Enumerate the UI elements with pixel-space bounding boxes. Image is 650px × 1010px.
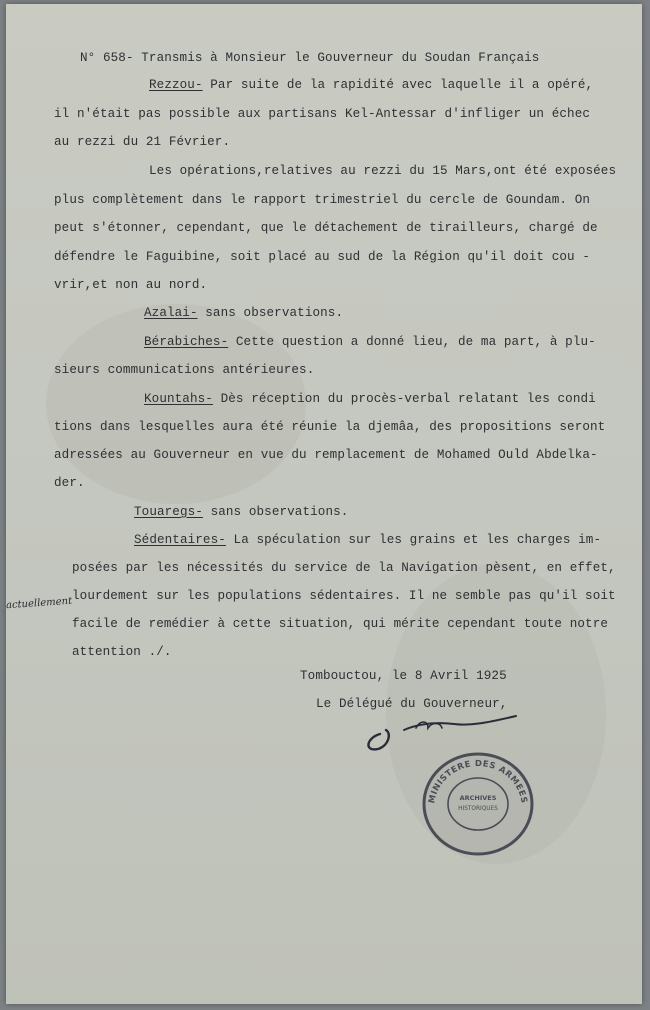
text-line: Par suite de la rapidité avec laquelle il a opéré, [202, 78, 594, 92]
signatory-title: Le Délégué du Gouverneur, [316, 697, 508, 711]
text-line: La spéculation sur les grains et les charges im- [225, 533, 602, 547]
text-line: facile de remédier à cette situation, qui mérite cependant toute notre [72, 617, 609, 631]
section-heading: Sédentaires- [134, 533, 226, 547]
section-kountahs [144, 392, 596, 406]
svg-text:ARCHIVES: ARCHIVES [459, 794, 497, 802]
document-page [6, 4, 642, 1004]
section-sedentaires [134, 533, 601, 547]
section-berabiches [144, 335, 596, 349]
text-line: il n'était pas possible aux partisans Kel-Antessar d'infliger un échec [54, 107, 591, 121]
text-line: lourdement sur les populations sédentaires. Il ne semble pas qu'il soit [72, 589, 616, 603]
place-date: Tombouctou, le 8 Avril 1925 [300, 669, 507, 683]
text-line: défendre le Faguibine, soit placé au sud de la Région qu'il doit cou - [54, 250, 591, 264]
text-line: Cette question a donné lieu, de ma part, à plu- [228, 335, 596, 349]
text-line: tions dans lesquelles aura été réunie la djemâa, des propositions seront [54, 420, 606, 434]
archive-stamp [418, 748, 538, 860]
section-heading: Azalai- [144, 306, 198, 320]
svg-text:MINISTERE DES ARMEES: MINISTERE DES ARMEES [427, 758, 529, 805]
text-line: au rezzi du 21 Février. [54, 135, 231, 149]
text-line: adressées au Gouverneur en vue du remplacement de Mohamed Ould Abdelka- [54, 448, 598, 462]
text-line: der. [54, 476, 85, 490]
text-line: Les opérations,relatives au rezzi du 15 Mars,ont été exposées [149, 164, 617, 178]
text-line: posées par les nécessités du service de la Navigation pèsent, en effet, [72, 561, 616, 575]
text-line: sans observations. [197, 306, 344, 320]
text-line: peut s'étonner, cependant, que le détachement de tirailleurs, chargé de [54, 221, 598, 235]
text-line: attention ./. [72, 645, 172, 659]
margin-annotation: actuellement [6, 595, 73, 612]
text-line: sans observations. [202, 505, 349, 519]
svg-text:HISTORIQUES: HISTORIQUES [458, 806, 498, 812]
section-touaregs [134, 505, 348, 519]
header-line: N° 658- Transmis à Monsieur le Gouverneur du Soudan Français [80, 51, 540, 65]
section-heading: Rezzou- [149, 78, 203, 92]
text-line: vrir,et non au nord. [54, 278, 208, 292]
text-line: sieurs communications antérieures. [54, 363, 315, 377]
section-heading: Kountahs- [144, 392, 213, 406]
text-line: Dès réception du procès-verbal relatant les condi [212, 392, 596, 406]
stamp-seal [418, 748, 538, 860]
section-heading: Bérabiches- [144, 335, 229, 349]
text-line: plus complètement dans le rapport trimestriel du cercle de Goundam. On [54, 193, 591, 207]
section-azalai [144, 306, 343, 320]
section-heading: Touaregs- [134, 505, 203, 519]
section-rezzou [149, 78, 593, 92]
